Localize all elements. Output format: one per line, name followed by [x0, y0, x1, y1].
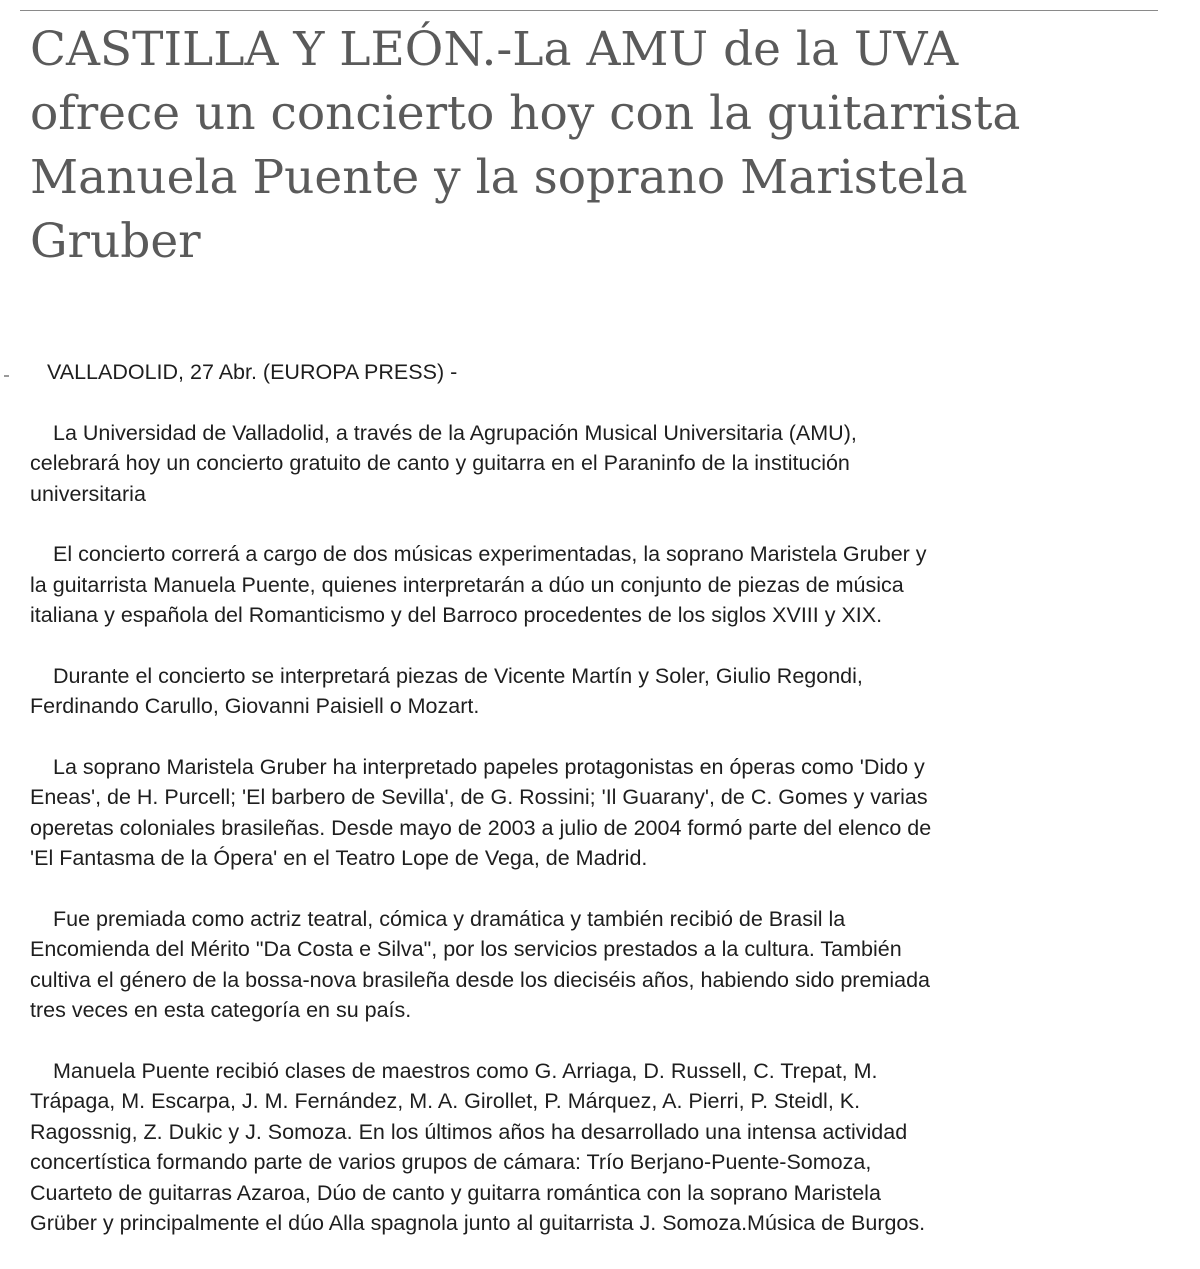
paragraph-line: tres veces en esta categoría en su país. [30, 998, 412, 1022]
paragraph-line: Ragossnig, Z. Dukic y J. Somoza. En los últimos años ha desarrollado una intensa actividad [30, 1119, 908, 1144]
scan-top-edge [20, 10, 1158, 11]
paragraph-line: La Universidad de Valladolid, a través de la Agrupación Musical Universitaria (AMU), [53, 420, 857, 445]
paragraph-line: operetas coloniales brasileñas. Desde mayo de 2003 a julio de 2004 formó parte del elenco de [30, 815, 932, 840]
paragraph-line: concertística formando parte de varios grupos de cámara: Trío Berjano-Puente-Somoza, [30, 1150, 872, 1174]
paragraph-line: cultiva el género de la bossa-nova brasileña desde los dieciséis años, habiendo sido premiada [30, 967, 930, 992]
paragraph-line: italiana y española del Romanticismo y del Barroco procedentes de los siglos XVIII y XIX. [30, 603, 883, 627]
paragraph-line: celebrará hoy un concierto gratuito de canto y guitarra en el Paraninfo de la institución [30, 451, 850, 475]
paragraph-line: Manuela Puente recibió clases de maestros como G. Arriaga, D. Russell, C. Trepat, M. [53, 1058, 878, 1083]
paragraph-line: la guitarrista Manuela Puente, quienes interpretarán a dúo un conjunto de piezas de música [30, 572, 904, 597]
paragraph-line: Grüber y principalmente el dúo Alla spagnola junto al guitarrista J. Somoza.Música de Burgos. [30, 1211, 926, 1235]
article-body [30, 357, 1160, 1269]
paragraph-line: Eneas', de H. Purcell; 'El barbero de Sevilla', de G. Rossini; 'Il Guarany', de C. Gomes y varias [30, 785, 928, 809]
paragraph-line: Durante el concierto se interpretará piezas de Vicente Martín y Soler, Giulio Regondi, [53, 663, 863, 688]
article-dateline: VALLADOLID, 27 Abr. (EUROPA PRESS) - [47, 360, 458, 384]
headline-line: Manuela Puente y la soprano Maristela [30, 150, 968, 205]
paragraph-line: Cuarteto de guitarras Azaroa, Dúo de canto y guitarra romántica con la soprano Maristela [30, 1180, 881, 1205]
article-paragraph [30, 752, 1160, 874]
paragraph-line: 'El Fantasma de la Ópera' en el Teatro Lope de Vega, de Madrid. [30, 846, 648, 870]
paragraph-line: El concierto correrá a cargo de dos músicas experimentadas, la soprano Maristela Gruber y [53, 542, 927, 566]
paragraph-line: Ferdinando Carullo, Giovanni Paisiell o Mozart. [30, 694, 480, 718]
scan-margin-mark [4, 375, 9, 377]
paragraph-line: Trápaga, M. Escarpa, J. M. Fernández, M. A. Girollet, P. Márquez, A. Pierri, P. Steidl, K. [30, 1089, 861, 1113]
paragraph-line: Fue premiada como actriz teatral, cómica y dramática y también recibió de Brasil la [53, 906, 846, 931]
article-paragraph [30, 418, 1160, 510]
article-paragraph [30, 661, 1160, 722]
article-paragraph [30, 1056, 1160, 1239]
paragraph-line: Encomienda del Mérito "Da Costa e Silva", por los servicios prestados a la cultura. También [30, 937, 902, 961]
article-paragraph [30, 539, 1160, 631]
article-headline [30, 18, 1150, 274]
paragraph-line: La soprano Maristela Gruber ha interpretado papeles protagonistas en óperas como 'Dido y [53, 754, 925, 779]
headline-line: ofrece un concierto hoy con la guitarrista [30, 86, 1021, 141]
article-paragraph [30, 904, 1160, 1026]
headline-line: CASTILLA Y LEÓN.-La AMU de la UVA [30, 22, 959, 77]
headline-line: Gruber [30, 214, 201, 269]
paragraph-line: universitaria [30, 481, 146, 506]
